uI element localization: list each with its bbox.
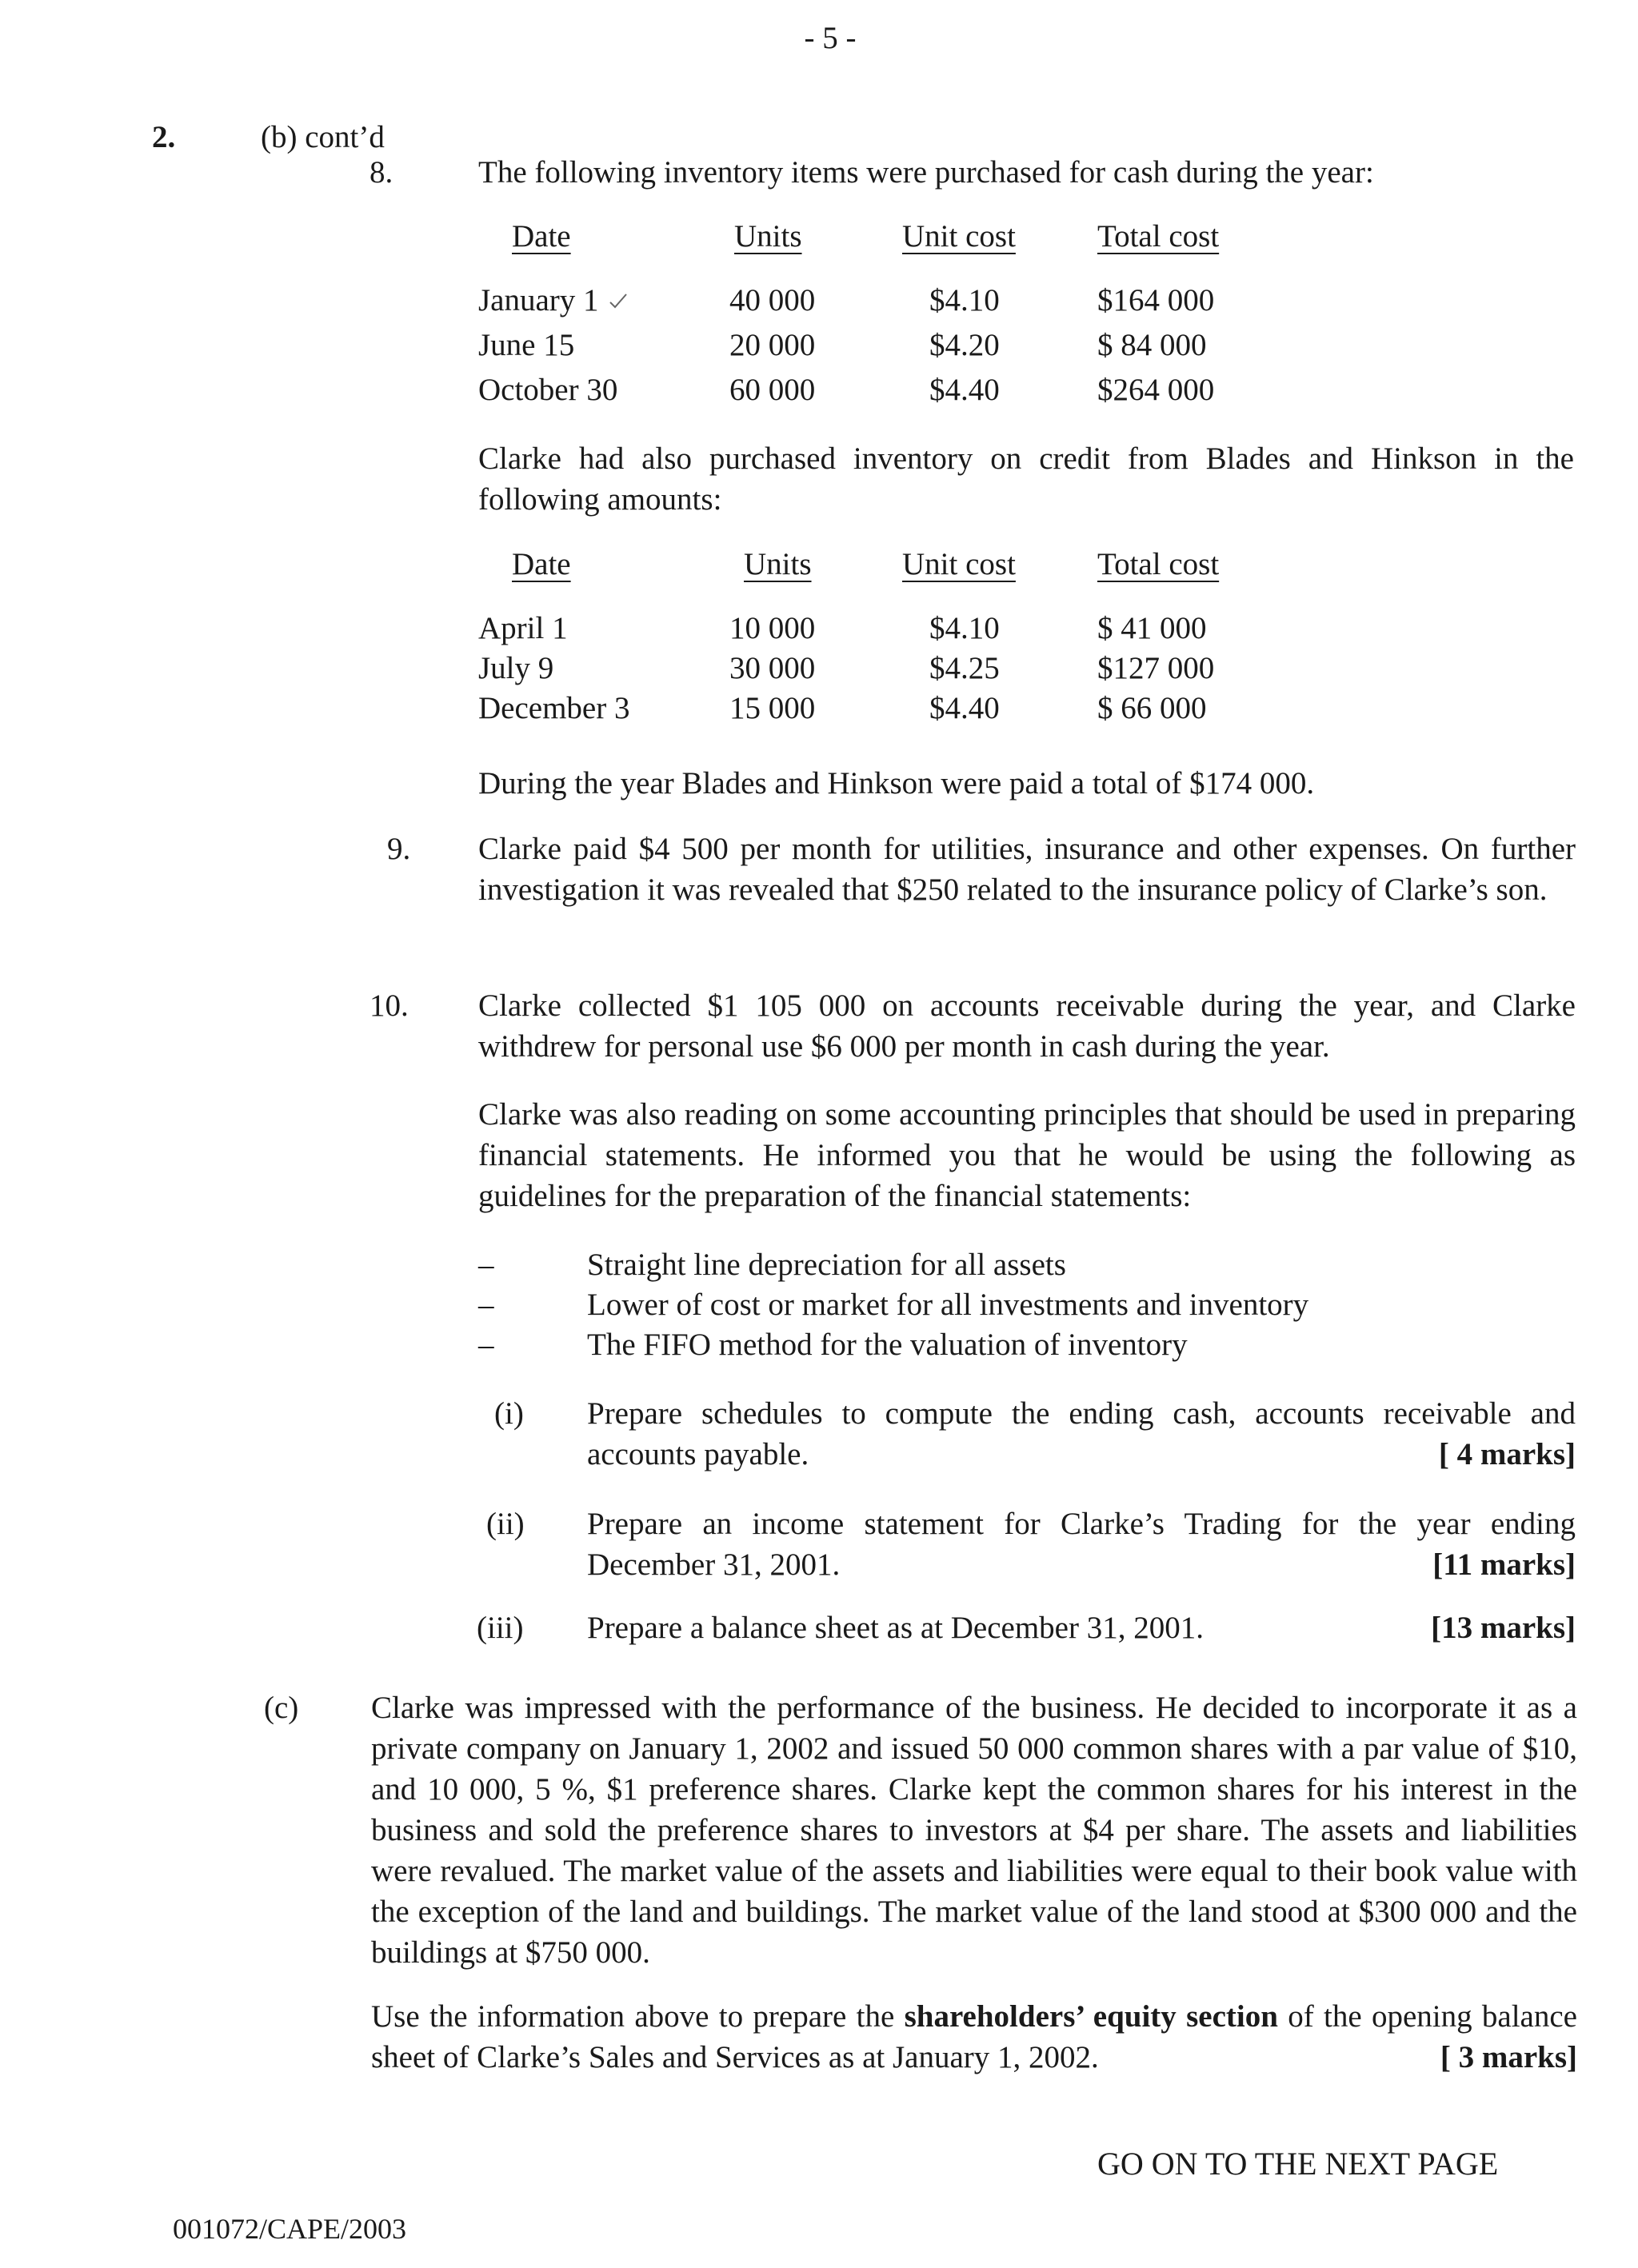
cash-table-header-total-cost: Total cost	[1097, 219, 1220, 254]
cash-row-1-date: January 1	[478, 283, 599, 317]
accounting-principles-text: Clarke was also reading on some accounting principles that should be used in preparing financial statements. He informed you that he would be using the following as guidelines for the preparation of the financial statements:	[478, 1097, 1576, 1213]
credit-row-1-date: April 1	[478, 611, 568, 645]
go-on-next-page: GO ON TO THE NEXT PAGE	[1097, 2146, 1499, 2182]
subpart-i-label: (i)	[494, 1396, 524, 1431]
subpart-i-marks: [ 4 marks]	[1438, 1437, 1576, 1471]
item-9-number: 9.	[387, 832, 411, 866]
credit-row-2-total: $127 000	[1097, 651, 1215, 685]
page-number: - 5 -	[804, 21, 857, 55]
handwritten-tick-icon	[608, 291, 629, 310]
credit-row-2-date: July 9	[478, 651, 554, 685]
cash-row-1-units: 40 000	[729, 283, 816, 317]
cash-row-2-units: 20 000	[729, 328, 816, 362]
cash-row-3-unit-cost: $4.40	[929, 373, 1000, 407]
cash-row-2-unit-cost: $4.20	[929, 328, 1000, 362]
credit-purchases-intro: Clarke had also purchased inventory on credit from Blades and Hinkson in the following amounts:	[478, 441, 1574, 517]
cash-row-3-units: 60 000	[729, 373, 816, 407]
subpart-iii-label: (iii)	[477, 1611, 524, 1645]
item-8-intro: The following inventory items were purchased for cash during the year:	[478, 155, 1374, 190]
credit-row-1-unit-cost: $4.10	[929, 611, 1000, 645]
credit-row-3-date: December 3	[478, 691, 630, 725]
credit-table-header-unit-cost: Unit cost	[902, 547, 1016, 581]
cash-table-header-units: Units	[734, 219, 802, 254]
credit-table-header-date: Date	[512, 547, 571, 581]
list-item: Lower of cost or market for all investments and inventory	[587, 1288, 1309, 1322]
item-10-text: Clarke collected $1 105 000 on accounts receivable during the year, and Clarke withdrew for personal use $6 000 per month in cash during the year.	[478, 988, 1576, 1064]
item-8-number: 8.	[370, 155, 394, 190]
credit-row-3-total: $ 66 000	[1097, 691, 1207, 725]
list-item: Straight line depreciation for all assets	[587, 1248, 1066, 1282]
subpart-iii-text: Prepare a balance sheet as at December 31, 2001.	[587, 1611, 1204, 1645]
credit-row-3-unit-cost: $4.40	[929, 691, 1000, 725]
credit-row-3-units: 15 000	[729, 691, 816, 725]
part-c-text: Clarke was impressed with the performance of the business. He decided to incorporate it as a private company on January 1, 2002 and issued 50 000 common shares with a par value of $10, and 10 000, 5 %, $1 preference shares. Clarke kept the common shares for his interest in the business and sold the preference shares to investors at $4 per share. The assets and liabilities were revalued. The market value of the assets and liabilities were equal to their book value with the exception of the land and buildings. The market value of the land stood at $300 000 and the buildings at $750 000.	[371, 1691, 1577, 1970]
exam-code: 001072/CAPE/2003	[173, 2213, 407, 2245]
credit-row-1-units: 10 000	[729, 611, 816, 645]
cash-row-3-total: $264 000	[1097, 373, 1215, 407]
subpart-ii-marks: [11 marks]	[1432, 1547, 1576, 1582]
cash-row-3-date: October 30	[478, 373, 618, 407]
list-bullet-dash: –	[478, 1328, 494, 1362]
list-item: The FIFO method for the valuation of inventory	[587, 1328, 1188, 1362]
cash-table-header-date: Date	[512, 219, 571, 254]
part-c-label: (c)	[264, 1691, 299, 1725]
subpart-ii-text: Prepare an income statement for Clarke’s Trading for the year ending December 31, 2001.	[587, 1507, 1576, 1582]
part-c-instruction: Use the information above to prepare the shareholders’ equity section of the opening balance sheet of Clarke’s Sales and Services as at January 1, 2002.	[371, 1999, 1577, 2074]
cash-table-header-unit-cost: Unit cost	[902, 219, 1016, 254]
question-number: 2.	[152, 120, 176, 154]
list-bullet-dash: –	[478, 1288, 494, 1322]
shareholders-equity-emphasis: shareholders’ equity section	[904, 1999, 1278, 2034]
credit-table-header-units: Units	[744, 547, 812, 581]
part-c-marks: [ 3 marks]	[1440, 2040, 1577, 2074]
item-10-number: 10.	[370, 988, 409, 1023]
cash-row-1-unit-cost: $4.10	[929, 283, 1000, 317]
part-b-continued: (b) cont’d	[261, 120, 385, 154]
cash-row-2-date: June 15	[478, 328, 575, 362]
list-bullet-dash: –	[478, 1248, 494, 1282]
item-9-text: Clarke paid $4 500 per month for utilities, insurance and other expenses. On further investigation it was revealed that $250 related to the insurance policy of Clarke’s son.	[478, 832, 1576, 907]
subpart-iii-marks: [13 marks]	[1431, 1611, 1576, 1645]
subpart-i-text: Prepare schedules to compute the ending cash, accounts receivable and accounts payable.	[587, 1396, 1576, 1471]
credit-row-1-total: $ 41 000	[1097, 611, 1207, 645]
blades-hinkson-payment-note: During the year Blades and Hinkson were paid a total of $174 000.	[478, 766, 1315, 801]
cash-row-2-total: $ 84 000	[1097, 328, 1207, 362]
credit-row-2-unit-cost: $4.25	[929, 651, 1000, 685]
credit-table-header-total-cost: Total cost	[1097, 547, 1220, 581]
subpart-ii-label: (ii)	[486, 1507, 525, 1541]
credit-row-2-units: 30 000	[729, 651, 816, 685]
cash-row-1-total: $164 000	[1097, 283, 1215, 317]
